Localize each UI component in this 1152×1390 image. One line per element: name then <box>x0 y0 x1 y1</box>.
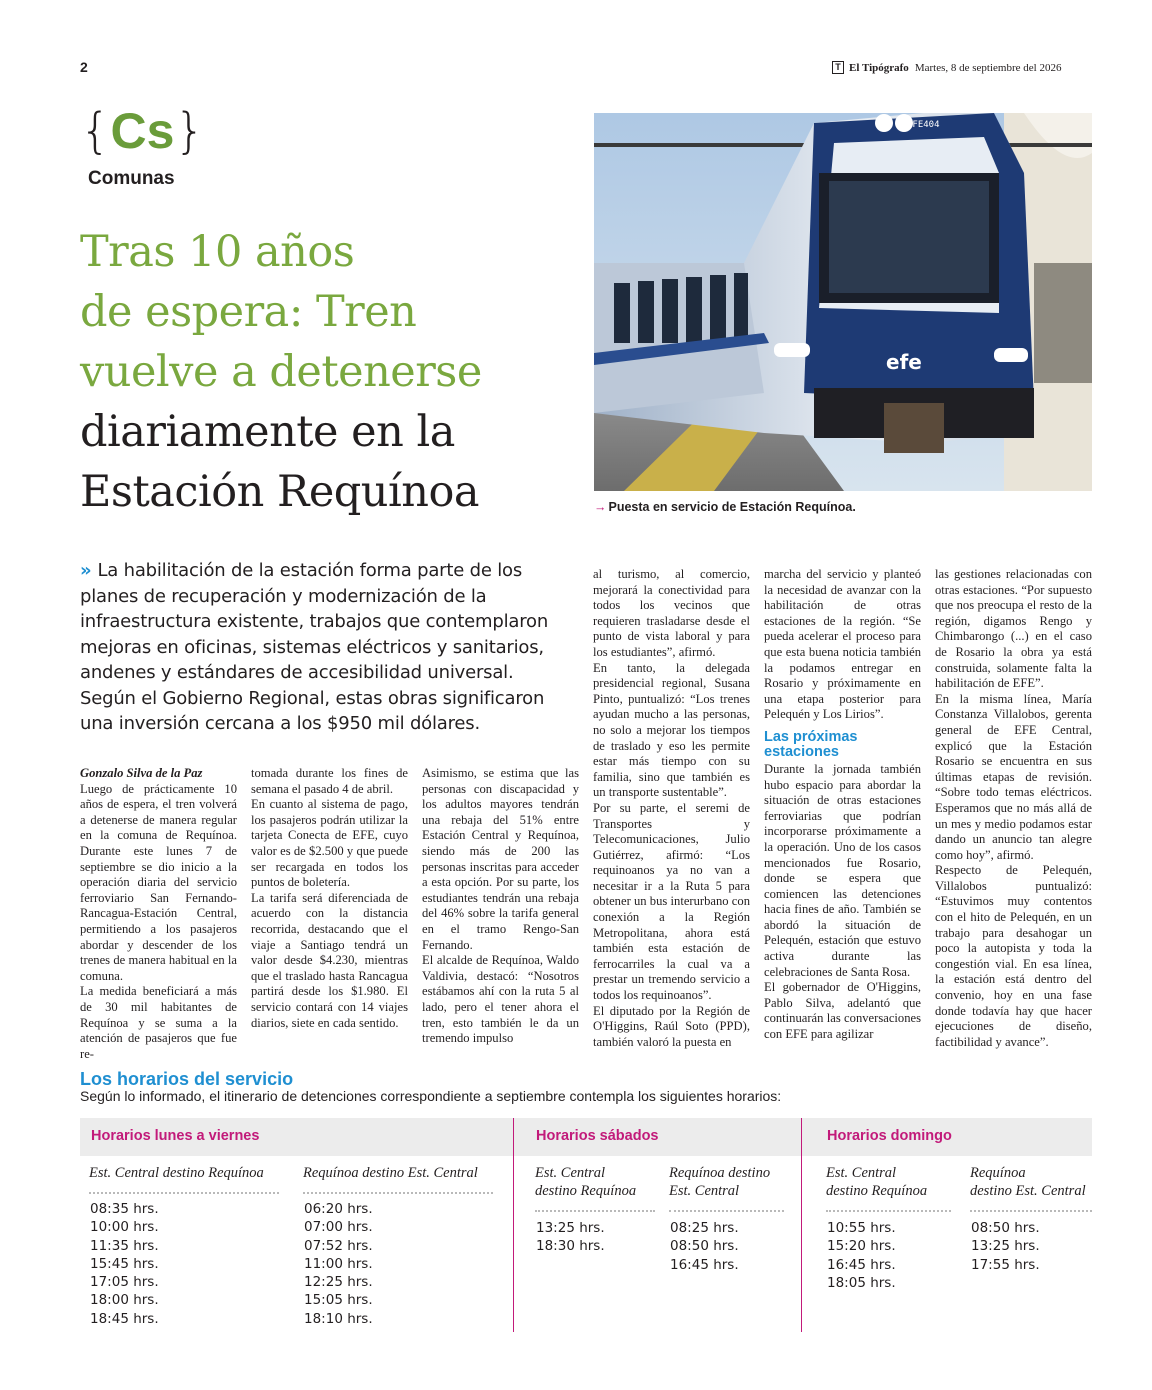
dotted-separator <box>535 1210 655 1212</box>
time-entry: 15:45 hrs. <box>90 1255 159 1272</box>
headline <box>80 222 580 522</box>
newspaper-logo-icon: T <box>832 61 844 74</box>
headline-line: diariamente en la <box>80 407 455 457</box>
time-entry: 07:00 hrs. <box>304 1219 373 1236</box>
brace-open: { <box>80 103 111 159</box>
paragraph: tomada durante los fines de semana el pasado 4 de abril. <box>251 766 408 796</box>
time-entry: 12:25 hrs. <box>304 1274 373 1291</box>
time-entry: 13:25 hrs. <box>536 1220 605 1236</box>
train-photo <box>594 113 1092 491</box>
time-entry: 07:52 hrs. <box>304 1237 373 1254</box>
section-label: Comunas <box>88 168 175 189</box>
schedule-title: Los horarios del servicio <box>80 1069 294 1089</box>
photo-caption <box>594 500 856 514</box>
page-number: 2 <box>80 59 88 75</box>
header-line: destino Requínoa <box>826 1183 928 1199</box>
paragraph: las gestiones relacionadas con otras estaciones. “Por supuesto que nos preocupa el resto de la región, digamos Rengo y Chimbarongo (...) en el caso de Rosario la obra ya está construida, solamente falta la habilitación de EFE”. <box>935 567 1092 691</box>
article-column-2 <box>251 766 408 1031</box>
time-entry: 18:45 hrs. <box>90 1310 159 1327</box>
lead-paragraph <box>80 558 570 737</box>
sunday-times-col-a <box>827 1219 896 1292</box>
saturday-col-a-header <box>535 1164 636 1200</box>
header-line: destino Requínoa <box>535 1183 637 1199</box>
time-entry: 11:00 hrs. <box>304 1255 373 1272</box>
dotted-separator <box>826 1210 951 1212</box>
time-entry: 18:00 hrs. <box>90 1292 159 1309</box>
time-entry: 15:05 hrs. <box>304 1292 373 1309</box>
time-entry: 17:05 hrs. <box>90 1274 159 1291</box>
sunday-times-col-b <box>971 1219 1040 1274</box>
headline-line: Estación Requínoa <box>80 467 479 517</box>
schedule-divider <box>801 1118 802 1332</box>
paragraph: Luego de prácticamente 10 años de espera, el tren volverá a detenerse de manera regular en la comuna de Requínoa. Durante este lunes 7 de septiembre se dio inicio a la operación diaria del servicio ferroviario San Fernando-Rancagua-Estación Central, permitiendo a los pasajeros abordar y descender de los trenes de manera habitual en la comuna. <box>80 781 237 983</box>
header-line: Est. Central <box>669 1183 740 1199</box>
article-column-1 <box>80 766 237 1062</box>
sunday-schedule-title: Horarios domingo <box>827 1128 952 1144</box>
time-entry: 08:35 hrs. <box>90 1201 159 1217</box>
caption-arrow-icon: → <box>594 500 607 514</box>
paragraph: En tanto, la delegada presidencial regional, Susana Pinto, puntualizó: “Los trenes ayudan mucho a las personas, no solo a mejorar los tiempos de traslado y eso les permite estar más tiempo con su familia, sino que también es un transporte sustentable”. <box>593 660 750 800</box>
paragraph: En cuanto al sistema de pago, los pasajeros podrán utilizar la tarjeta Conecta de EFE, cuyo valor es de $2.500 y que puede ser recargada en todos los puntos de boletería. <box>251 797 408 890</box>
paragraph: El alcalde de Requínoa, Waldo Valdivia, destacó: “Nosotros estábamos ahí con la ruta 5 al lado, pero el tener ahora el tren, esto también le da un tremendo impulso <box>422 953 579 1046</box>
paragraph: Durante la jornada también hubo espacio para abordar la situación de otras estaciones ferroviarias que podrían incorporarse próximamente a la operación. Uno de los casos mencionados fue Rosario, donde se espera que comiencen las detenciones hacia fines de año. También se abordó la situación de Pelequén, estación que estuvo activa durante las celebraciones de Santa Rosa. <box>764 761 921 979</box>
paragraph: El gobernador de O'Higgins, Pablo Silva, adelantó que continuarán las conversaciones con EFE para agilizar <box>764 980 921 1042</box>
dotted-separator <box>970 1210 1092 1212</box>
schedule-intro: Según lo informado, el itinerario de detenciones correspondiente a septiembre contempla los siguientes horarios: <box>80 1088 782 1104</box>
paragraph: marcha del servicio y planteó la necesidad de avanzar con la habilitación de otras estaciones de la región. “Se pueda acelerar el proceso para que esta buena noticia también la podamos entregar en Rosario y próximamente en una etapa posterior para Pelequén y Los Lirios”. <box>764 567 921 722</box>
paragraph: Respecto de Pelequén, Villalobos puntualizó: “Estuvimos muy contentos con el hito de Pelequén, en un trabajo para desahogar un poco la autopista y toda la congestión vial. En esa línea, la estación está dentro del convenio, hoy en una fase donde todavía hay que hacer ejecuciones de diseño, factibilidad y avance”. <box>935 863 1092 1049</box>
headline-line: de espera: Tren <box>80 287 417 337</box>
time-entry: 10:55 hrs. <box>827 1220 896 1236</box>
article-column-5 <box>764 567 921 1043</box>
masthead <box>832 61 1061 74</box>
time-entry: 17:55 hrs. <box>971 1256 1040 1273</box>
weekday-col-a-header: Est. Central destino Requínoa <box>89 1165 264 1181</box>
brace-close: } <box>174 103 206 159</box>
paragraph: La medida beneficiará a más de 30 mil habitantes de Requínoa y se suma a la atención de pasajeros que fue re- <box>80 984 237 1061</box>
time-entry: 11:35 hrs. <box>90 1237 159 1254</box>
sunday-col-a-header <box>826 1164 927 1200</box>
sunday-col-b-header <box>970 1164 1086 1200</box>
headline-line: Tras 10 años <box>80 227 355 277</box>
section-logo <box>80 103 205 159</box>
train-brand-label: efe <box>886 350 922 374</box>
article-column-6 <box>935 567 1092 1050</box>
caption-text: Puesta en servicio de Estación Requínoa. <box>608 500 856 514</box>
article-column-3 <box>422 766 579 1047</box>
dotted-separator <box>89 1192 279 1194</box>
time-entry: 08:50 hrs. <box>971 1220 1040 1236</box>
byline: Gonzalo Silva de la Paz <box>80 766 203 780</box>
header-line: Est. Central <box>826 1165 897 1181</box>
paragraph: El diputado por la Región de O'Higgins, Raúl Soto (PPD), también valoró la puesta en <box>593 1003 750 1049</box>
time-entry: 08:25 hrs. <box>670 1220 739 1236</box>
time-entry: 18:30 hrs. <box>536 1238 605 1255</box>
section-code: Cs <box>110 103 175 159</box>
headline-line: vuelve a detenerse <box>80 347 482 397</box>
weekday-times-col-a <box>90 1200 159 1328</box>
paragraph: En la misma línea, María Constanza Villalobos, gerenta general de EFE Central, explicó que la Estación Rosario se encuentra en sus últimas etapas de revisión. “Sobre todo temas eléctricos. Esperamos que no más allá de un mes y medio podamos estar dando un anuncio tan alegre como hoy”, afirmó. <box>935 691 1092 862</box>
time-entry: 06:20 hrs. <box>304 1201 373 1217</box>
article-column-4 <box>593 567 750 1050</box>
time-entry: 16:45 hrs. <box>670 1256 739 1273</box>
dotted-separator <box>669 1210 784 1212</box>
saturday-schedule-title: Horarios sábados <box>536 1128 659 1144</box>
lead-text: La habilitación de la estación forma parte de los planes de recuperación y modernización de la infraestructura existente, trabajos que contemplaron mejoras en oficinas, sistemas eléctricos y sanitarios, andenes y estándares de accesibilidad universal. Según el Gobierno Regional, estas obras significaron una inversión cercana a los $950 mil dólares. <box>80 560 549 734</box>
lead-quote-icon: » <box>80 560 92 581</box>
header-line: Requínoa destino <box>669 1165 771 1181</box>
saturday-col-b-header <box>669 1164 770 1200</box>
train-code-label: SFE404 <box>907 120 940 130</box>
time-entry: 18:10 hrs. <box>304 1310 373 1327</box>
newspaper-name: El Tipógrafo <box>849 61 909 74</box>
header-line: Requínoa <box>970 1165 1026 1181</box>
weekday-col-b-header: Requínoa destino Est. Central <box>303 1165 478 1181</box>
saturday-times-col-b <box>670 1219 739 1274</box>
header-line: Est. Central <box>535 1165 606 1181</box>
time-entry: 13:25 hrs. <box>971 1238 1040 1255</box>
weekday-times-col-b <box>304 1200 373 1328</box>
time-entry: 18:05 hrs. <box>827 1274 896 1291</box>
train-illustration <box>594 113 1092 491</box>
paragraph: Por su parte, el seremi de Transportes y Telecomunicaciones, Julio Gutiérrez, afirmó: “Los requinoanos ya no van a necesitar ir a la Ruta 5 para obtener un bus interurbano con conexión a la Región Metropolitana, ahora está también esta estación de ferrocarriles la cual va a prestar un tremendo servicio a todos los requinoanos”. <box>593 800 750 1003</box>
saturday-times-col-a <box>536 1219 605 1256</box>
subhead-proximas-estaciones: Las próximas estaciones <box>764 728 858 760</box>
paragraph: Asimismo, se estima que las personas con discapacidad y los adultos mayores tendrán una rebaja del 51% entre Estación Central y Requínoa, siendo más de 200 las personas inscritas para acceder a esta opción. Por su parte, los estudiantes tendrán una rebaja del 46% sobre la tarifa general en el tramo Rengo-San Fernando. <box>422 766 579 952</box>
paragraph: al turismo, al comercio, mejorará la conectividad para todos los vecinos que requieren trasladarse desde el punto de vista laboral y para los estudiantes”, afirmó. <box>593 567 750 659</box>
issue-date: Martes, 8 de septiembre del 2026 <box>914 61 1062 74</box>
schedule-divider <box>513 1118 514 1332</box>
time-entry: 15:20 hrs. <box>827 1238 896 1255</box>
dotted-separator <box>303 1192 493 1194</box>
time-entry: 16:45 hrs. <box>827 1256 896 1273</box>
time-entry: 10:00 hrs. <box>90 1219 159 1236</box>
time-entry: 08:50 hrs. <box>670 1238 739 1255</box>
weekday-schedule-title: Horarios lunes a viernes <box>91 1128 260 1144</box>
header-line: destino Est. Central <box>970 1183 1086 1199</box>
paragraph: La tarifa será diferenciada de acuerdo con la distancia recorrida, destacando que el viaje a Santiago tendrá un valor desde $4.230, mientras que el traslado hasta Rancagua partirá desde los $1.980. El servicio contará con 14 viajes diarios, siete en cada sentido. <box>251 890 408 1030</box>
